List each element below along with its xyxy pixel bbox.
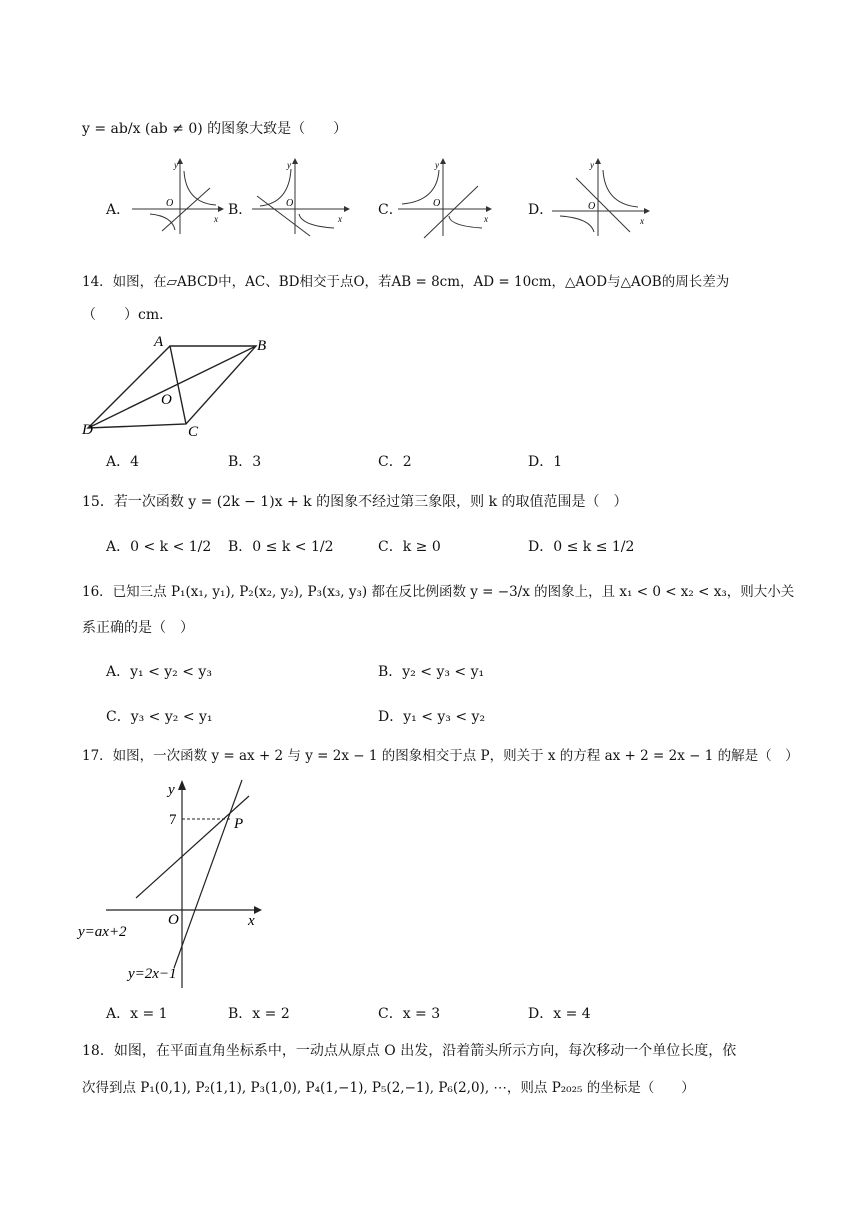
q13-c-x-label: x — [484, 214, 488, 224]
q16-option-d: D．y₁ < y₃ < y₂ — [378, 709, 486, 725]
q17-point-p-label: P — [234, 816, 244, 832]
q17-tick-7-label: 7 — [169, 812, 177, 828]
q14-center-o: O — [161, 392, 172, 408]
q13-b-origin-label: O — [286, 198, 294, 209]
q13-graph-a — [132, 156, 222, 234]
q17-option-d: D．x = 4 — [528, 1006, 591, 1022]
q14-option-a: A．4 — [106, 454, 140, 470]
q17-option-b: B．x = 2 — [228, 1006, 290, 1022]
q15-option-a: A．0 < k < 1/2 — [106, 539, 212, 555]
q18-stem-line2: 次得到点 P₁(0,1), P₂(1,1), P₃(1,0), P₄(1,−1), P₅(2,−1), P₆(2,0), ⋯，则点 P₂₀₂₅ 的坐标是（ ） — [82, 1080, 695, 1096]
q18-stem-line1: 18．如图，在平面直角坐标系中，一动点从原点 O 出发，沿着箭头所示方向，每次移动一个单位长度，依 — [82, 1043, 737, 1059]
q13-c-y-label: y — [435, 160, 439, 170]
q14-stem-line2: （ ）cm． — [82, 307, 174, 323]
q14-parallelogram-figure — [80, 332, 280, 442]
q14-vertex-b: B — [257, 338, 267, 354]
q16-option-a: A．y₁ < y₂ < y₃ — [106, 664, 212, 680]
q13-stem: y = ab/x (ab ≠ 0) 的图象大致是（ ） — [82, 121, 348, 137]
q16-stem-line1: 16．已知三点 P₁(x₁, y₁), P₂(x₂, y₂), P₃(x₃, y₃) 都在反比例函数 y = −3/x 的图象上，且 x₁ < 0 < x₂ < x₃，则大小关 — [82, 584, 795, 600]
q17-line2-label: y=2x−1 — [128, 966, 177, 982]
q15-stem: 15．若一次函数 y = (2k − 1)x + k 的图象不经过第三象限，则 k 的取值范围是（ ） — [82, 494, 628, 510]
q17-option-c: C．x = 3 — [378, 1006, 441, 1022]
q17-x-axis-label: x — [248, 913, 255, 929]
q13-option-a-label: A． — [106, 202, 131, 218]
q13-d-y-label: y — [590, 160, 594, 170]
q13-a-y-label: y — [174, 160, 178, 170]
q13-a-x-label: x — [214, 214, 218, 224]
q14-vertex-d: D — [82, 422, 93, 438]
q13-c-origin-label: O — [433, 198, 441, 209]
q14-vertex-a: A — [154, 334, 164, 350]
q13-d-x-label: x — [640, 216, 644, 226]
q13-option-b-label: B． — [228, 202, 253, 218]
q15-option-b: B．0 ≤ k < 1/2 — [228, 539, 334, 555]
q17-graph — [76, 778, 276, 988]
q13-graph-c — [398, 156, 490, 236]
q15-option-c: C．k ≥ 0 — [378, 539, 441, 555]
q17-origin-label: O — [168, 912, 179, 928]
q13-a-origin-label: O — [166, 198, 174, 209]
q13-option-d-label: D． — [528, 202, 554, 218]
q13-b-x-label: x — [338, 214, 342, 224]
q13-b-y-label: y — [287, 160, 291, 170]
q17-y-axis-label: y — [168, 782, 175, 798]
q14-option-d: D．1 — [528, 454, 563, 470]
q17-stem: 17．如图，一次函数 y = ax + 2 与 y = 2x − 1 的图象相交于点 P，则关于 x 的方程 ax + 2 = 2x − 1 的解是（ ） — [82, 748, 799, 764]
q16-stem-line2: 系正确的是（ ） — [82, 620, 194, 636]
q16-option-b: B．y₂ < y₃ < y₁ — [378, 664, 485, 680]
q13-graph-b — [252, 156, 348, 234]
q17-line1-label: y=ax+2 — [78, 924, 127, 940]
q14-vertex-c: C — [188, 424, 199, 440]
q14-stem-line1: 14．如图，在▱ABCD中，AC、BD相交于点O，若AB = 8cm，AD = 10cm，△AOD与△AOB的周长差为 — [82, 274, 730, 290]
q13-d-origin-label: O — [588, 201, 596, 212]
q16-option-c: C．y₃ < y₂ < y₁ — [106, 709, 213, 725]
q14-option-c: C．2 — [378, 454, 412, 470]
q17-option-a: A．x = 1 — [106, 1006, 168, 1022]
q13-graph-d — [552, 156, 648, 236]
q14-option-b: B．3 — [228, 454, 262, 470]
q13-option-c-label: C． — [378, 202, 403, 218]
q15-option-d: D．0 ≤ k ≤ 1/2 — [528, 539, 635, 555]
